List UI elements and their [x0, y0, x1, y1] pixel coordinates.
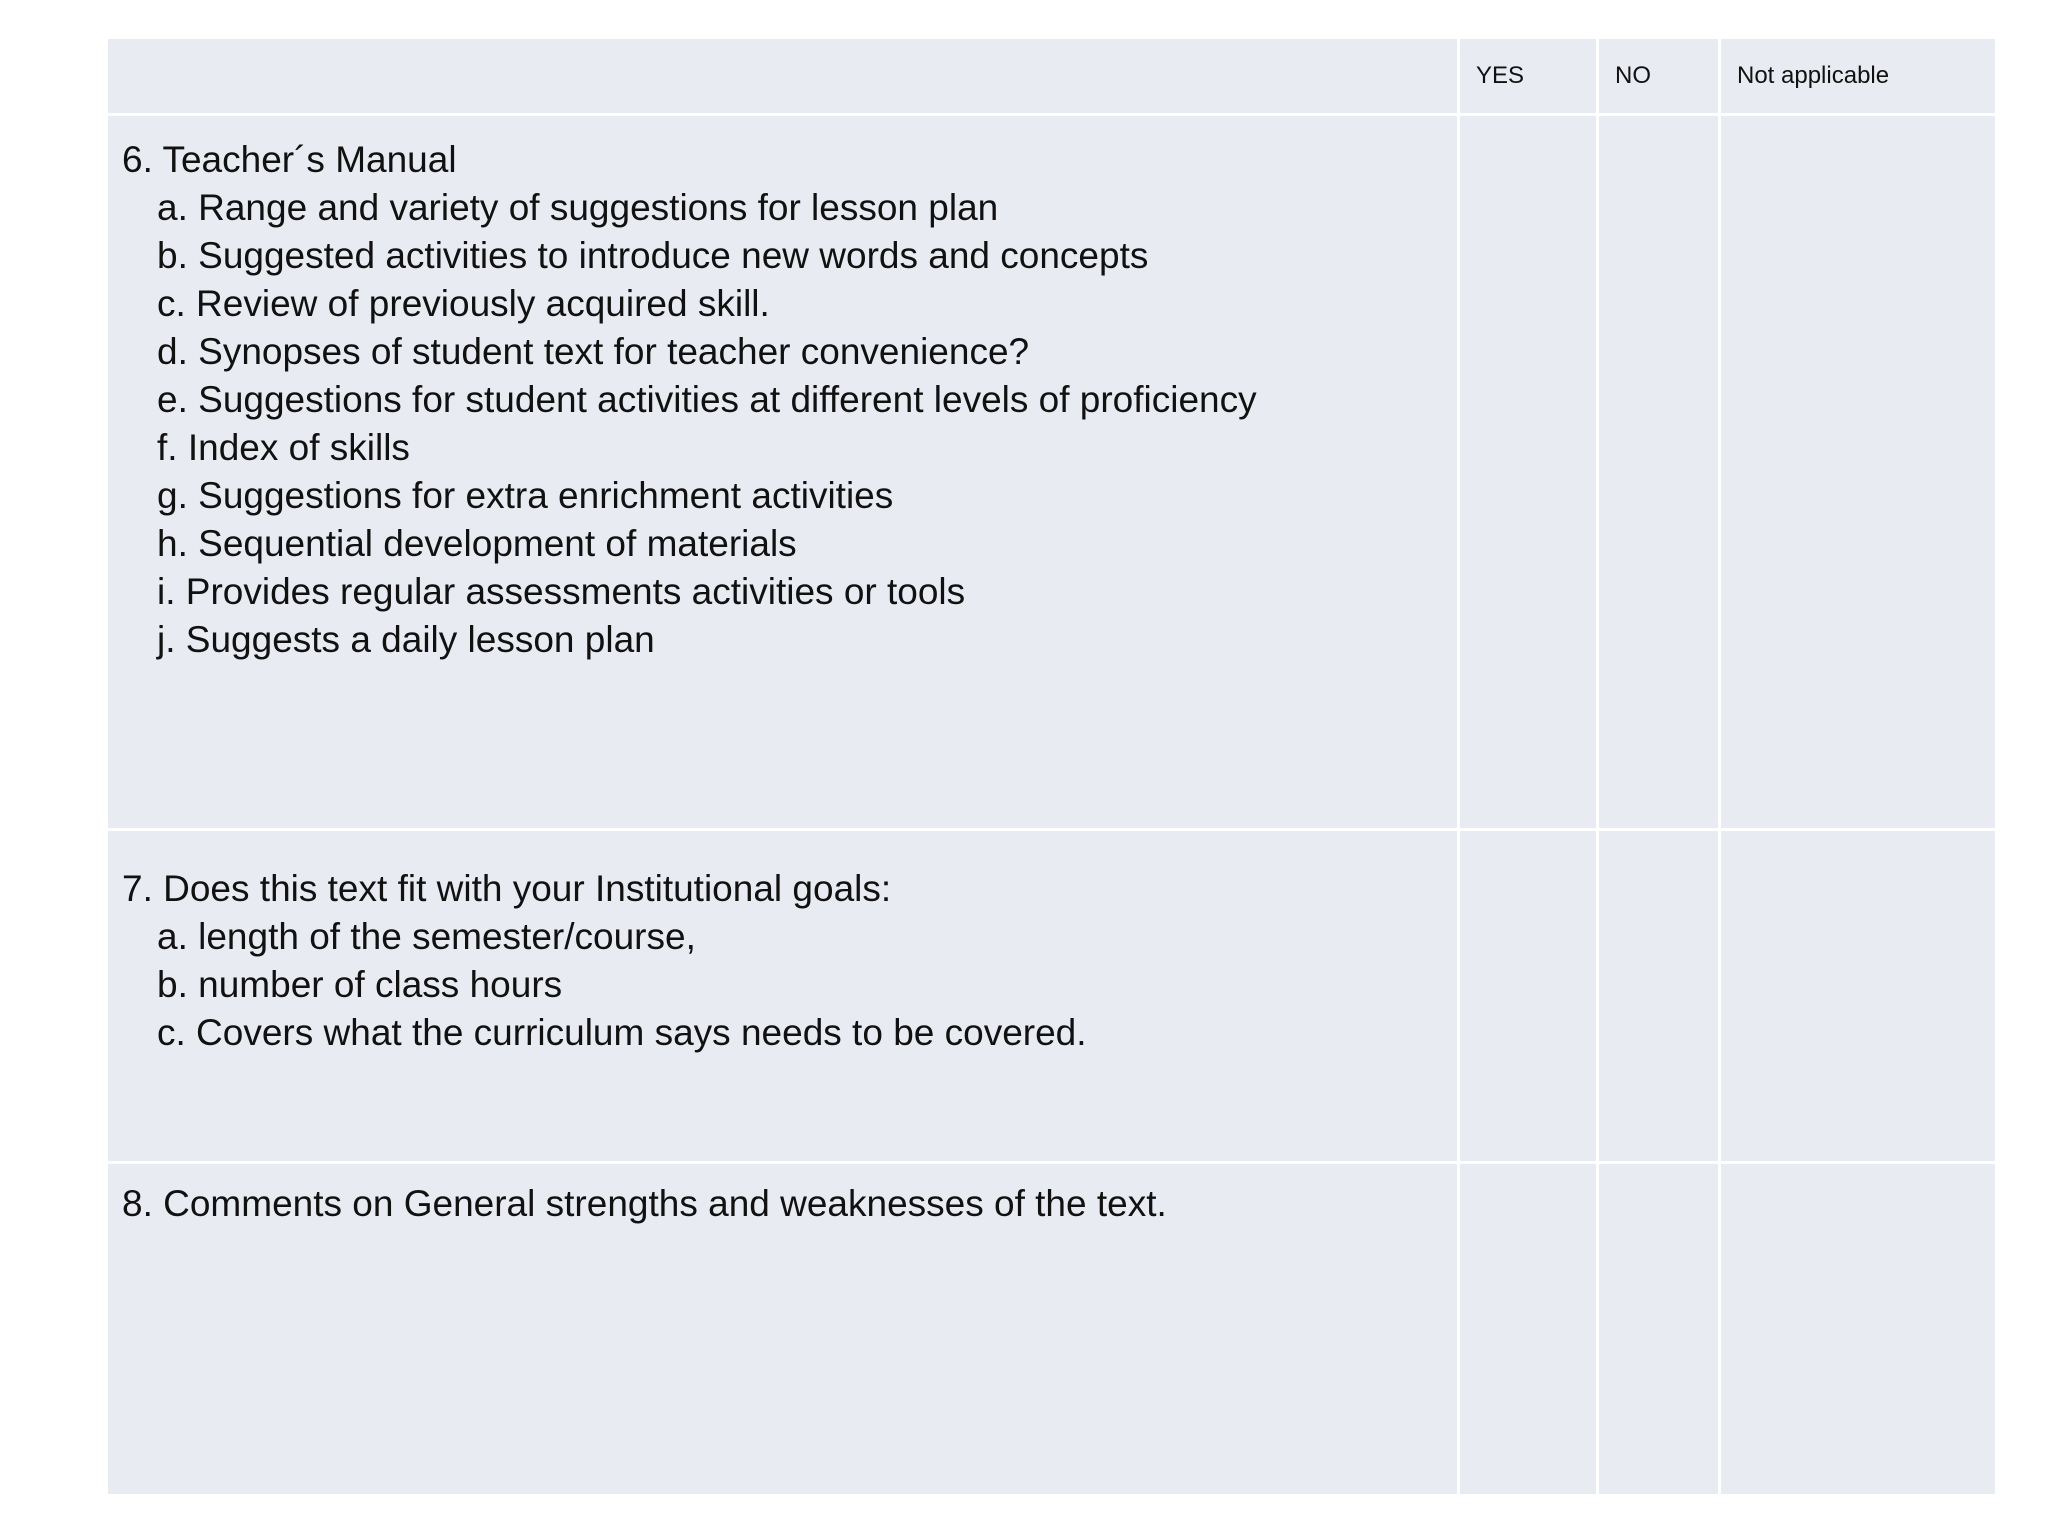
list-item: d. Synopses of student text for teacher convenience?: [157, 331, 1030, 372]
header-not-applicable: Not applicable: [1720, 38, 1997, 115]
criteria-cell-teachers-manual: [107, 115, 1459, 830]
criteria-cell-comments: [107, 1163, 1459, 1496]
yes-cell[interactable]: [1459, 830, 1598, 1163]
list-item: j. Suggests a daily lesson plan: [157, 619, 655, 660]
not-applicable-cell[interactable]: [1720, 115, 1997, 830]
list-item: b. Suggested activities to introduce new words and concepts: [157, 235, 1149, 276]
no-cell[interactable]: [1598, 115, 1720, 830]
list-item: h. Sequential development of materials: [157, 523, 797, 564]
list-item: i. Provides regular assessments activities or tools: [157, 571, 966, 612]
not-applicable-cell[interactable]: [1720, 830, 1997, 1163]
section-title-teachers-manual: 6. Teacher´s Manual: [122, 139, 457, 180]
list-item: a. Range and variety of suggestions for lesson plan: [157, 187, 999, 228]
criteria-list: [122, 184, 1457, 664]
section-title-comments: 8. Comments on General strengths and weaknesses of the text.: [122, 1183, 1167, 1224]
no-cell[interactable]: [1598, 830, 1720, 1163]
table-row: [107, 1163, 1997, 1496]
criteria-list: [122, 913, 1457, 1057]
table-row: [107, 115, 1997, 830]
list-item: c. Covers what the curriculum says needs to be covered.: [157, 1012, 1087, 1053]
header-yes: YES: [1459, 38, 1598, 115]
criteria-cell-institutional-goals: [107, 830, 1459, 1163]
section-title-institutional-goals: 7. Does this text fit with your Institutional goals:: [122, 868, 892, 909]
list-item: g. Suggestions for extra enrichment activities: [157, 475, 894, 516]
list-item: b. number of class hours: [157, 964, 563, 1005]
list-item: c. Review of previously acquired skill.: [157, 283, 770, 324]
table-row: [107, 830, 1997, 1163]
list-item: e. Suggestions for student activities at different levels of proficiency: [157, 379, 1257, 420]
evaluation-checklist-table: [105, 36, 1998, 1497]
header-criteria-cell: [107, 38, 1459, 115]
yes-cell[interactable]: [1459, 1163, 1598, 1496]
checklist-sheet: [105, 36, 1995, 1497]
list-item: a. length of the semester/course,: [157, 916, 696, 957]
no-cell[interactable]: [1598, 1163, 1720, 1496]
header-no: NO: [1598, 38, 1720, 115]
not-applicable-cell[interactable]: [1720, 1163, 1997, 1496]
table-header-row: [107, 38, 1997, 115]
yes-cell[interactable]: [1459, 115, 1598, 830]
list-item: f. Index of skills: [157, 427, 410, 468]
